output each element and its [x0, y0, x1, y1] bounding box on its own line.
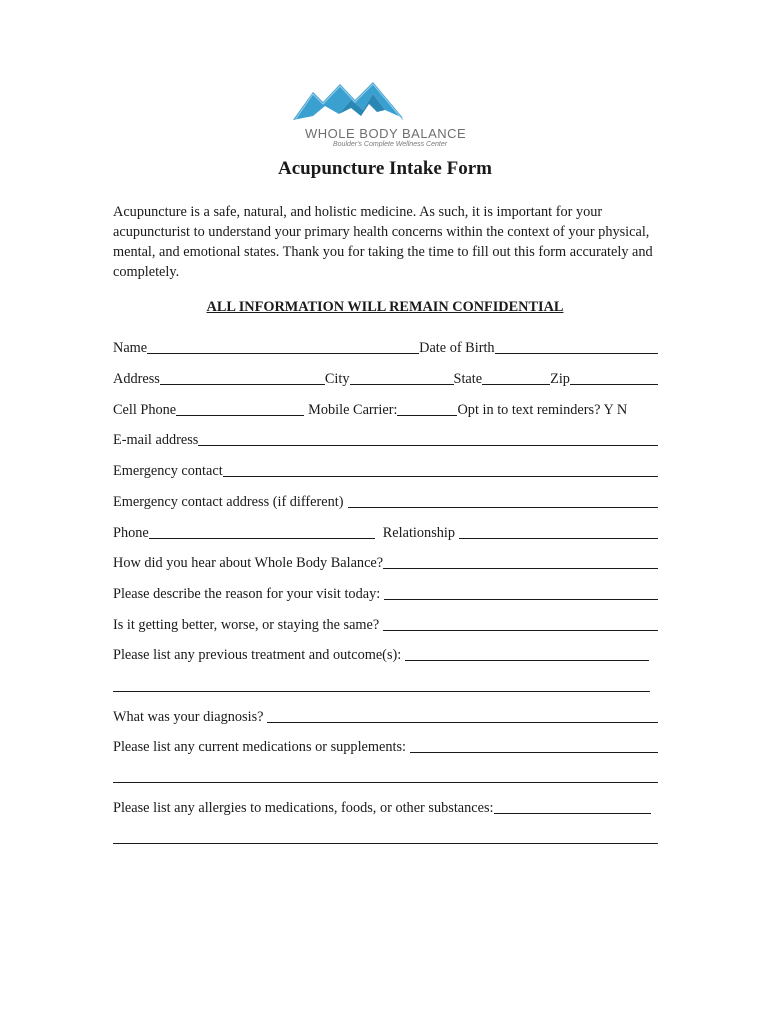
opt-in-label: Opt in to text reminders? Y N: [457, 402, 628, 418]
allergies-row: [113, 797, 651, 817]
diagnosis-row: [113, 706, 658, 726]
phone-label: Phone: [113, 525, 149, 541]
address-label: Address: [113, 371, 160, 387]
state-field[interactable]: [482, 370, 550, 385]
email-label: E-mail address: [113, 432, 199, 448]
cell-phone-row: [113, 399, 658, 419]
previous-treatment-row: [113, 644, 649, 664]
name-field[interactable]: [147, 339, 419, 354]
emergency-contact-label: Emergency contact: [113, 463, 223, 479]
previous-treatment-extra-line[interactable]: [113, 691, 650, 692]
reason-field[interactable]: [384, 585, 658, 600]
zip-field[interactable]: [570, 370, 658, 385]
diagnosis-label: What was your diagnosis?: [113, 709, 264, 725]
reason-row: [113, 583, 658, 603]
hear-about-label: How did you hear about Whole Body Balance?: [113, 555, 384, 571]
city-label: City: [324, 371, 350, 387]
mobile-carrier-label: Mobile Carrier:: [308, 402, 398, 418]
state-label: State: [453, 371, 483, 387]
name-label: Name: [113, 340, 148, 356]
progress-label: Is it getting better, worse, or staying the same?: [113, 617, 380, 633]
mountain-logo-icon: [285, 80, 485, 130]
logo-name: WHOLE BODY BALANCE: [305, 126, 467, 141]
relationship-field[interactable]: [459, 524, 658, 539]
previous-treatment-field[interactable]: [405, 646, 649, 661]
logo: [285, 80, 485, 150]
address-row: [113, 368, 658, 388]
previous-treatment-label: Please list any previous treatment and outcome(s):: [113, 647, 402, 663]
dob-field[interactable]: [495, 339, 658, 354]
address-field[interactable]: [160, 370, 325, 385]
diagnosis-field[interactable]: [267, 708, 658, 723]
progress-row: [113, 614, 658, 634]
relationship-label: Relationship: [382, 525, 456, 541]
medications-field[interactable]: [410, 738, 658, 753]
medications-row: [113, 736, 658, 756]
progress-field[interactable]: [383, 616, 658, 631]
allergies-label: Please list any allergies to medications, foods, or other substances:: [113, 800, 494, 816]
allergies-extra-line[interactable]: [113, 843, 658, 844]
email-field[interactable]: [198, 431, 658, 446]
dob-label: Date of Birth: [419, 340, 495, 356]
cell-phone-label: Cell Phone: [113, 402, 177, 418]
cell-phone-field[interactable]: [176, 401, 304, 416]
medications-label: Please list any current medications or supplements:: [113, 739, 407, 755]
emergency-address-row: [113, 491, 658, 511]
reason-label: Please describe the reason for your visit today:: [113, 586, 381, 602]
phone-field[interactable]: [149, 524, 375, 539]
confidential-notice: ALL INFORMATION WILL REMAIN CONFIDENTIAL: [206, 299, 564, 315]
emergency-contact-field[interactable]: [223, 462, 658, 477]
email-row: [113, 429, 658, 449]
allergies-field[interactable]: [494, 799, 651, 814]
medications-extra-line[interactable]: [113, 782, 658, 783]
phone-relationship-row: [113, 522, 658, 542]
intro-paragraph: Acupuncture is a safe, natural, and holistic medicine. As such, it is important for your acupuncturist to understand your primary health concerns within the context of your physical, mental, and emotional states. Thank you for taking the time to fill out this form accurately and completely.: [113, 204, 653, 280]
mobile-carrier-field[interactable]: [397, 401, 457, 416]
emergency-contact-row: [113, 460, 658, 480]
emergency-address-label: Emergency contact address (if different): [113, 494, 344, 510]
emergency-address-field[interactable]: [348, 493, 658, 508]
city-field[interactable]: [350, 370, 454, 385]
hear-about-field[interactable]: [383, 554, 658, 569]
hear-about-row: [113, 552, 658, 572]
logo-tagline: Boulder's Complete Wellness Center: [333, 141, 448, 148]
form-title: Acupuncture Intake Form: [278, 158, 492, 179]
zip-label: Zip: [550, 371, 570, 387]
name-dob-row: [113, 337, 658, 357]
